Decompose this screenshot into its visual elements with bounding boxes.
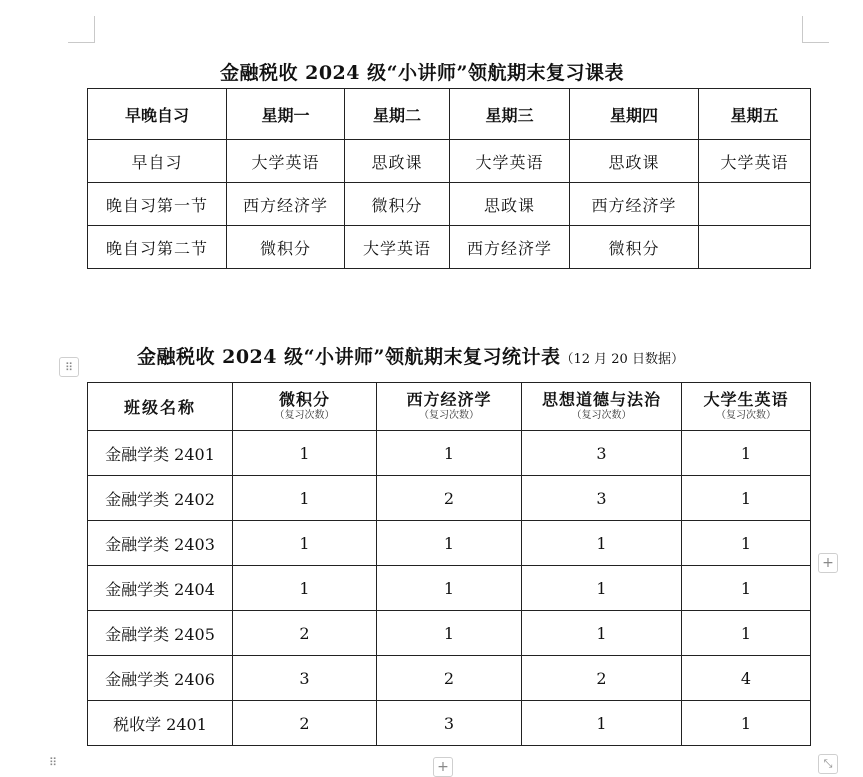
schedule-cell[interactable]: 思政课 <box>570 140 699 183</box>
stats-table[interactable] <box>87 382 811 746</box>
stats-row <box>88 656 811 701</box>
stats-cell[interactable]: 2 <box>377 656 522 701</box>
subject-name: 微积分 <box>278 390 330 409</box>
stats-cell[interactable]: 1 <box>233 476 377 521</box>
stats-cell-class[interactable]: 金融学类 2404 <box>88 566 233 611</box>
stats-cell[interactable]: 4 <box>682 656 811 701</box>
schedule-cell[interactable]: 早自习 <box>88 140 227 183</box>
subject-name: 大学生英语 <box>703 390 789 409</box>
schedule-header-cell[interactable]: 星期三 <box>450 89 570 140</box>
stats-header-class-label: 班级名称 <box>123 398 196 417</box>
stats-cell[interactable]: 1 <box>377 521 522 566</box>
stats-header-subject[interactable] <box>522 383 682 431</box>
schedule-cell[interactable]: 微积分 <box>570 226 699 269</box>
stats-cell[interactable]: 1 <box>377 431 522 476</box>
page-corner-mark-top-right <box>802 16 829 43</box>
schedule-header-cell[interactable]: 星期一 <box>227 89 345 140</box>
schedule-cell[interactable] <box>699 183 811 226</box>
add-column-icon[interactable]: + <box>818 553 838 573</box>
schedule-row <box>88 226 811 269</box>
schedule-cell[interactable]: 晚自习第一节 <box>88 183 227 226</box>
stats-cell-class[interactable]: 税收学 2401 <box>88 701 233 746</box>
schedule-cell[interactable]: 微积分 <box>345 183 450 226</box>
stats-cell[interactable]: 1 <box>233 521 377 566</box>
stats-title-note: （12 月 20 日数据） <box>560 352 684 367</box>
schedule-cell[interactable]: 微积分 <box>227 226 345 269</box>
schedule-cell[interactable]: 大学英语 <box>227 140 345 183</box>
stats-cell[interactable]: 1 <box>233 431 377 476</box>
stats-row <box>88 431 811 476</box>
schedule-table[interactable] <box>87 88 811 269</box>
stats-cell[interactable]: 1 <box>522 521 682 566</box>
stats-header-subject[interactable] <box>377 383 522 431</box>
stats-cell[interactable]: 1 <box>233 566 377 611</box>
schedule-cell[interactable]: 西方经济学 <box>450 226 570 269</box>
schedule-row <box>88 140 811 183</box>
stats-row <box>88 476 811 521</box>
stats-cell[interactable]: 3 <box>377 701 522 746</box>
schedule-cell[interactable]: 思政课 <box>450 183 570 226</box>
subject-sub: （复习次数） <box>274 410 335 421</box>
stats-header-subject[interactable] <box>233 383 377 431</box>
schedule-row <box>88 183 811 226</box>
schedule-cell[interactable]: 西方经济学 <box>570 183 699 226</box>
stats-row <box>88 566 811 611</box>
stats-cell[interactable]: 1 <box>682 611 811 656</box>
schedule-header-cell[interactable]: 星期四 <box>570 89 699 140</box>
resize-table-icon[interactable]: ⤡ <box>818 754 838 774</box>
schedule-cell[interactable]: 大学英语 <box>450 140 570 183</box>
stats-header-subject[interactable] <box>682 383 811 431</box>
stats-cell-class[interactable]: 金融学类 2403 <box>88 521 233 566</box>
stats-cell[interactable]: 1 <box>522 611 682 656</box>
stats-cell-class[interactable]: 金融学类 2401 <box>88 431 233 476</box>
table-move-handle-icon[interactable]: ⠿ <box>59 357 79 377</box>
stats-cell[interactable]: 1 <box>522 701 682 746</box>
stats-cell[interactable]: 3 <box>233 656 377 701</box>
stats-title <box>137 342 684 369</box>
stats-cell[interactable]: 3 <box>522 431 682 476</box>
stats-header-class[interactable] <box>88 383 233 431</box>
stats-cell[interactable]: 1 <box>522 566 682 611</box>
schedule-header-cell[interactable]: 星期五 <box>699 89 811 140</box>
schedule-header-cell[interactable]: 早晚自习 <box>88 89 227 140</box>
stats-cell[interactable]: 2 <box>377 476 522 521</box>
schedule-cell[interactable]: 大学英语 <box>345 226 450 269</box>
schedule-cell[interactable] <box>699 226 811 269</box>
stats-cell[interactable]: 1 <box>682 431 811 476</box>
stats-cell-class[interactable]: 金融学类 2405 <box>88 611 233 656</box>
stats-cell[interactable]: 2 <box>233 701 377 746</box>
stats-cell-class[interactable]: 金融学类 2402 <box>88 476 233 521</box>
stats-cell[interactable]: 1 <box>682 701 811 746</box>
stats-header-row <box>88 383 811 431</box>
drag-handle-icon[interactable]: ⠿ <box>49 756 58 769</box>
subject-name: 西方经济学 <box>406 390 492 409</box>
stats-cell[interactable]: 1 <box>377 566 522 611</box>
schedule-cell[interactable]: 大学英语 <box>699 140 811 183</box>
stats-cell-class[interactable]: 金融学类 2406 <box>88 656 233 701</box>
stats-cell[interactable]: 2 <box>522 656 682 701</box>
subject-sub: （复习次数） <box>571 410 632 421</box>
schedule-header-cell[interactable]: 星期二 <box>345 89 450 140</box>
add-row-icon[interactable]: + <box>433 757 453 777</box>
stats-row <box>88 521 811 566</box>
stats-cell[interactable]: 1 <box>682 476 811 521</box>
stats-row <box>88 701 811 746</box>
subject-sub: （复习次数） <box>716 410 776 421</box>
schedule-cell[interactable]: 思政课 <box>345 140 450 183</box>
stats-title-text: 金融税收 2024 级“小讲师”领航期末复习统计表 <box>137 346 561 368</box>
stats-cell[interactable]: 2 <box>233 611 377 656</box>
schedule-cell[interactable]: 西方经济学 <box>227 183 345 226</box>
subject-sub: （复习次数） <box>419 410 479 421</box>
schedule-title: 金融税收 2024 级“小讲师”领航期末复习课表 <box>220 62 624 84</box>
stats-cell[interactable]: 3 <box>522 476 682 521</box>
stats-row <box>88 611 811 656</box>
subject-name: 思想道德与法治 <box>541 390 661 409</box>
schedule-cell[interactable]: 晚自习第二节 <box>88 226 227 269</box>
stats-cell[interactable]: 1 <box>682 521 811 566</box>
schedule-header-row <box>88 89 811 140</box>
stats-cell[interactable]: 1 <box>377 611 522 656</box>
stats-cell[interactable]: 1 <box>682 566 811 611</box>
page-corner-mark-top-left <box>68 16 95 43</box>
